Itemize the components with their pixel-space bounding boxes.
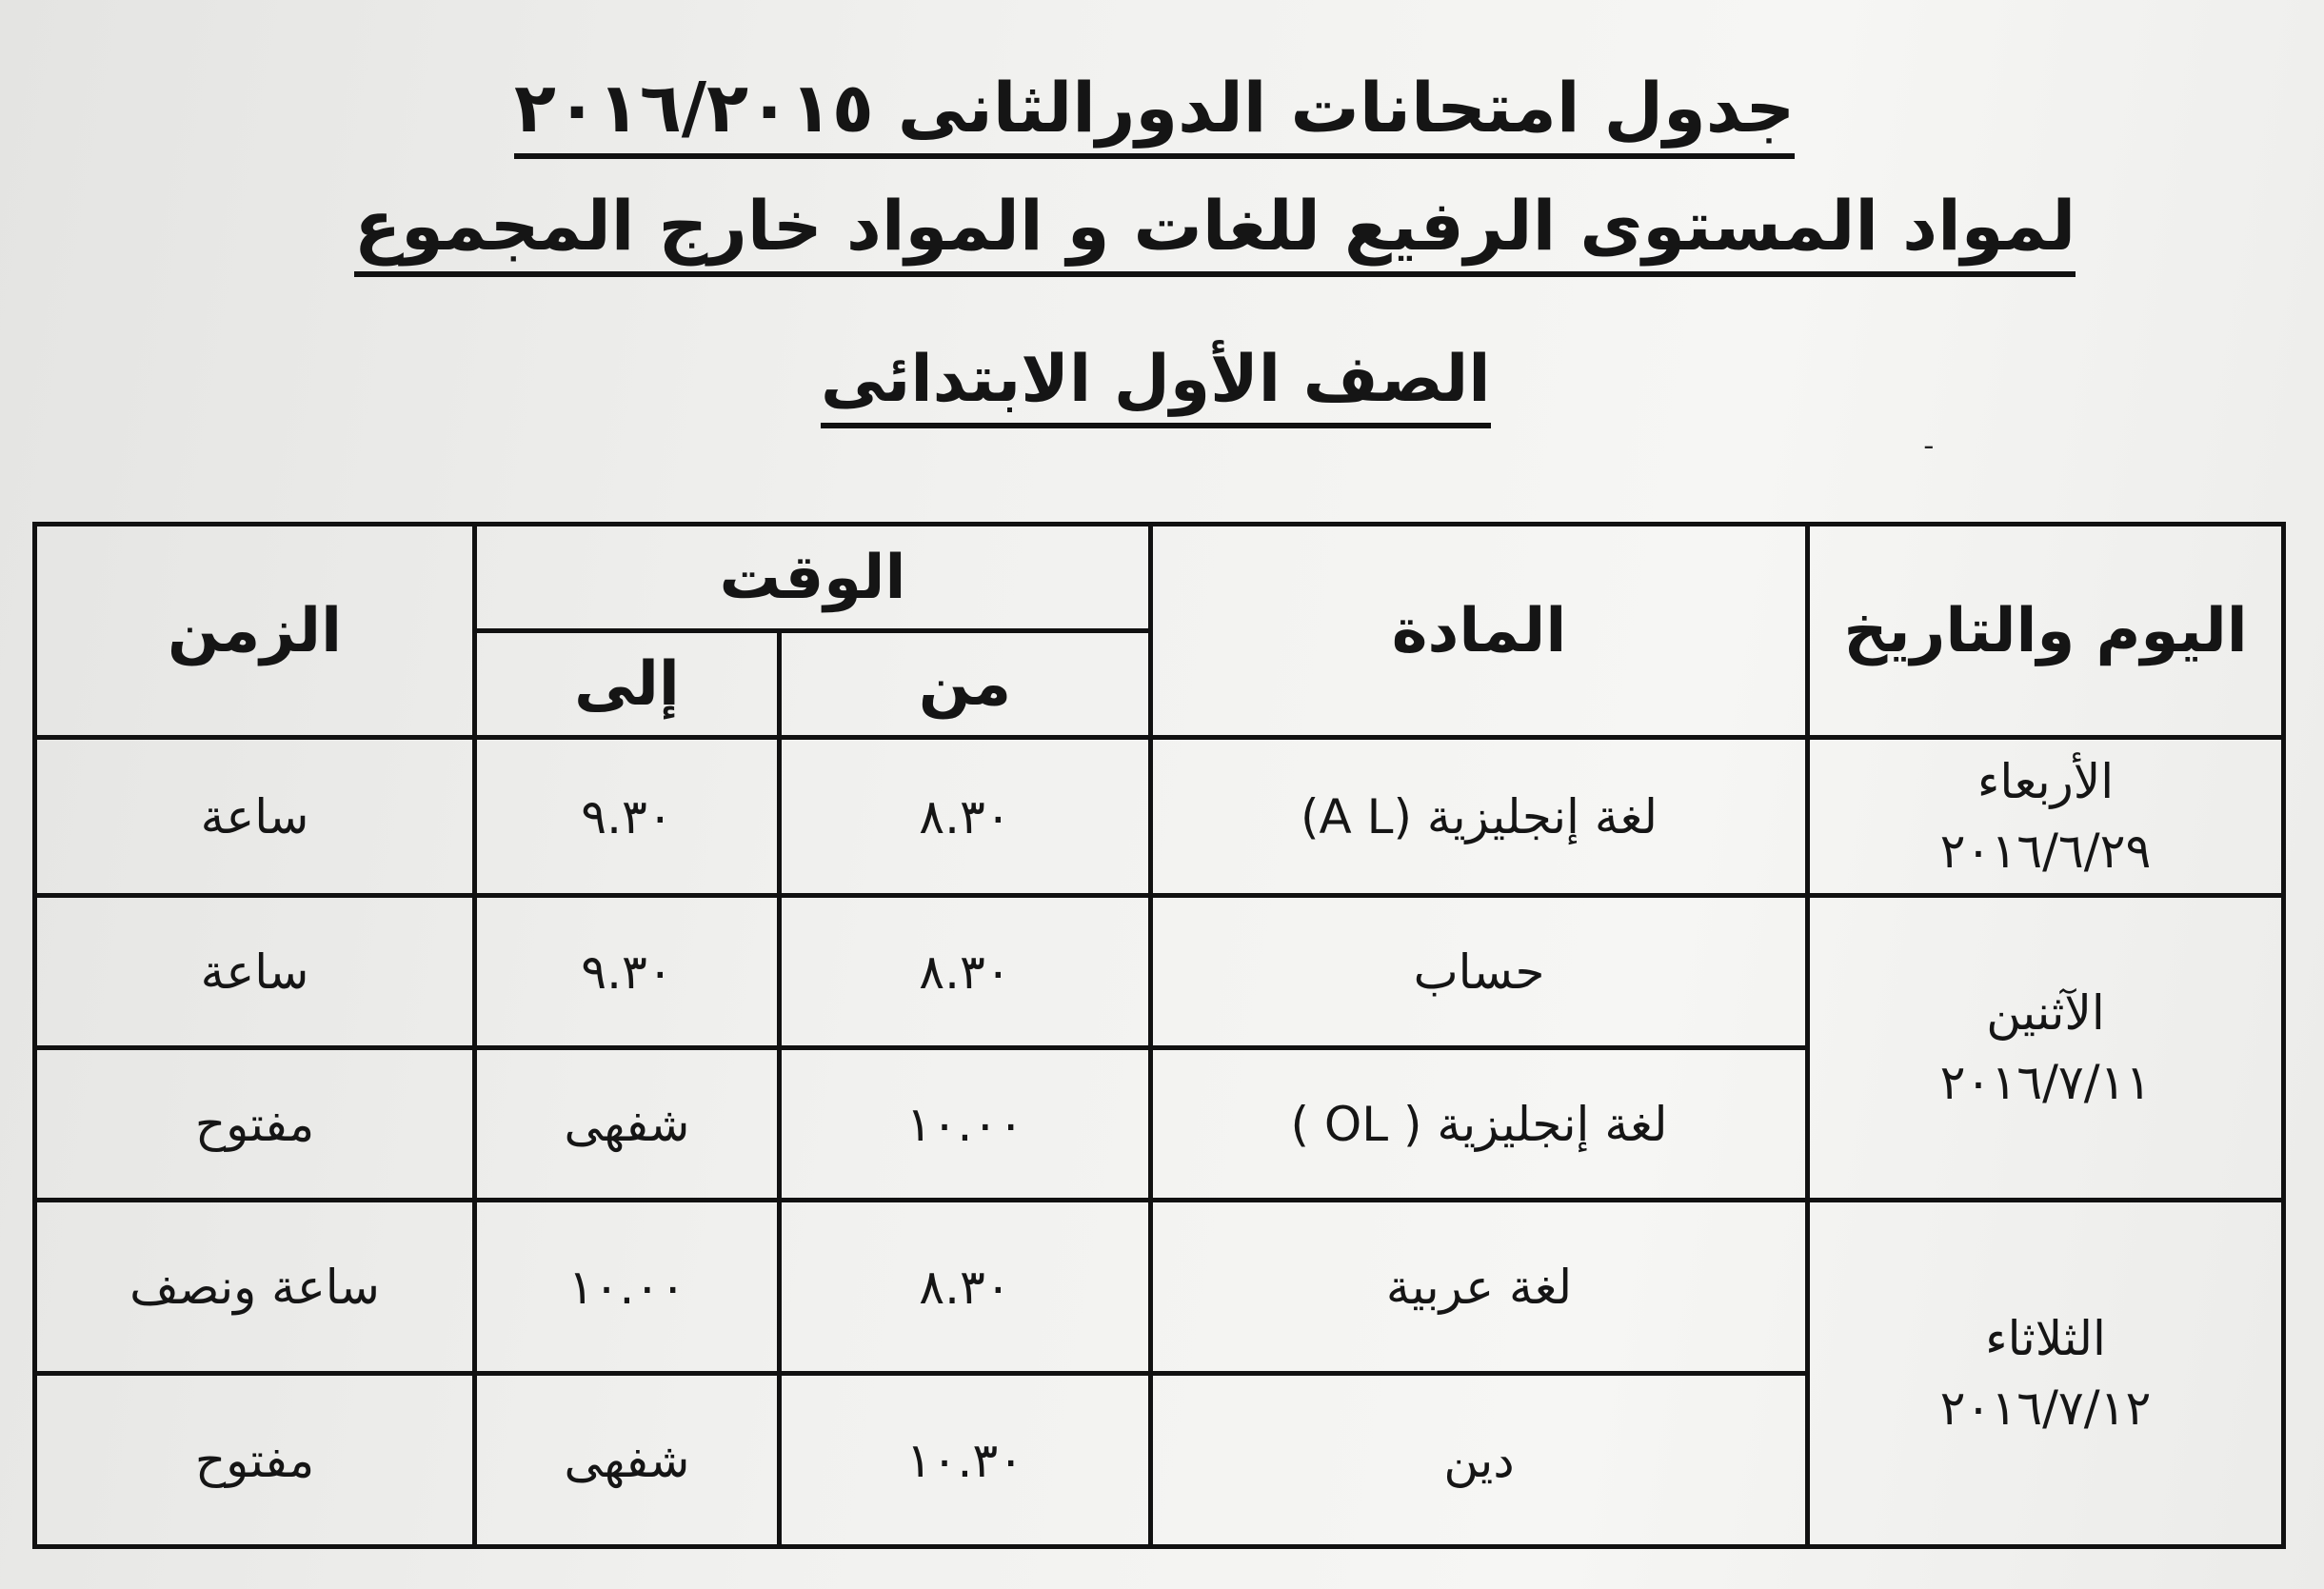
subject-cell: حساب: [1151, 896, 1808, 1048]
from-cell: ١٠.٣٠: [780, 1374, 1151, 1547]
duration-cell: مفتوح: [35, 1048, 475, 1201]
duration-cell: ساعة: [35, 738, 475, 896]
document-header: [0, 0, 2324, 495]
grade-title: الصف الأول الابتدائى: [821, 343, 1491, 428]
to-cell: شفهى: [475, 1048, 780, 1201]
day-date-cell: [1808, 1201, 2284, 1547]
document-title: جدول امتحانات الدورالثانى ٢٠١٦/٢٠١٥: [514, 69, 1795, 159]
exam-date: ٢٠١٦/٧/١١: [1939, 1054, 2152, 1110]
day-name: الثلاثاء: [1985, 1311, 2106, 1366]
from-cell: ٨.٣٠: [780, 1201, 1151, 1374]
day-date-cell: [1808, 896, 2284, 1201]
day-name: الأربعاء: [1976, 754, 2115, 809]
header-from: من: [780, 631, 1151, 738]
exam-schedule-table: [32, 522, 2286, 1549]
subject-cell: لغة عربية: [1151, 1201, 1808, 1374]
to-cell: ٩.٣٠: [475, 896, 780, 1048]
subject-cell: دين: [1151, 1374, 1808, 1547]
subject-cell: لغة إنجليزية (A L): [1151, 738, 1808, 896]
table-row: [35, 738, 2284, 896]
header-time: الوقت: [475, 525, 1151, 631]
duration-cell: ساعة ونصف: [35, 1201, 475, 1374]
header-to: إلى: [475, 631, 780, 738]
table-row: [35, 1201, 2284, 1374]
document-subtitle: لمواد المستوى الرفيع للغات و المواد خارج المجموع: [354, 187, 2076, 277]
exam-date: ٢٠١٦/٧/١٢: [1939, 1380, 2152, 1436]
header-duration: الزمن: [35, 525, 475, 738]
to-cell: ١٠.٠٠: [475, 1201, 780, 1374]
exam-date: ٢٠١٦/٦/٢٩: [1939, 823, 2152, 879]
to-cell: شفهى: [475, 1374, 780, 1547]
stray-mark: ـ: [1925, 427, 1933, 455]
from-cell: ٨.٣٠: [780, 738, 1151, 896]
header-day-date: اليوم والتاريخ: [1808, 525, 2284, 738]
from-cell: ٨.٣٠: [780, 896, 1151, 1048]
subject-cell: لغة إنجليزية ( OL ): [1151, 1048, 1808, 1201]
duration-cell: ساعة: [35, 896, 475, 1048]
header-row-top: [35, 525, 2284, 631]
day-date-cell: [1808, 738, 2284, 896]
table-row: [35, 896, 2284, 1048]
day-name: الآثنين: [1986, 985, 2105, 1041]
to-cell: ٩.٣٠: [475, 738, 780, 896]
from-cell: ١٠.٠٠: [780, 1048, 1151, 1201]
header-subject: المادة: [1151, 525, 1808, 738]
duration-cell: مفتوح: [35, 1374, 475, 1547]
